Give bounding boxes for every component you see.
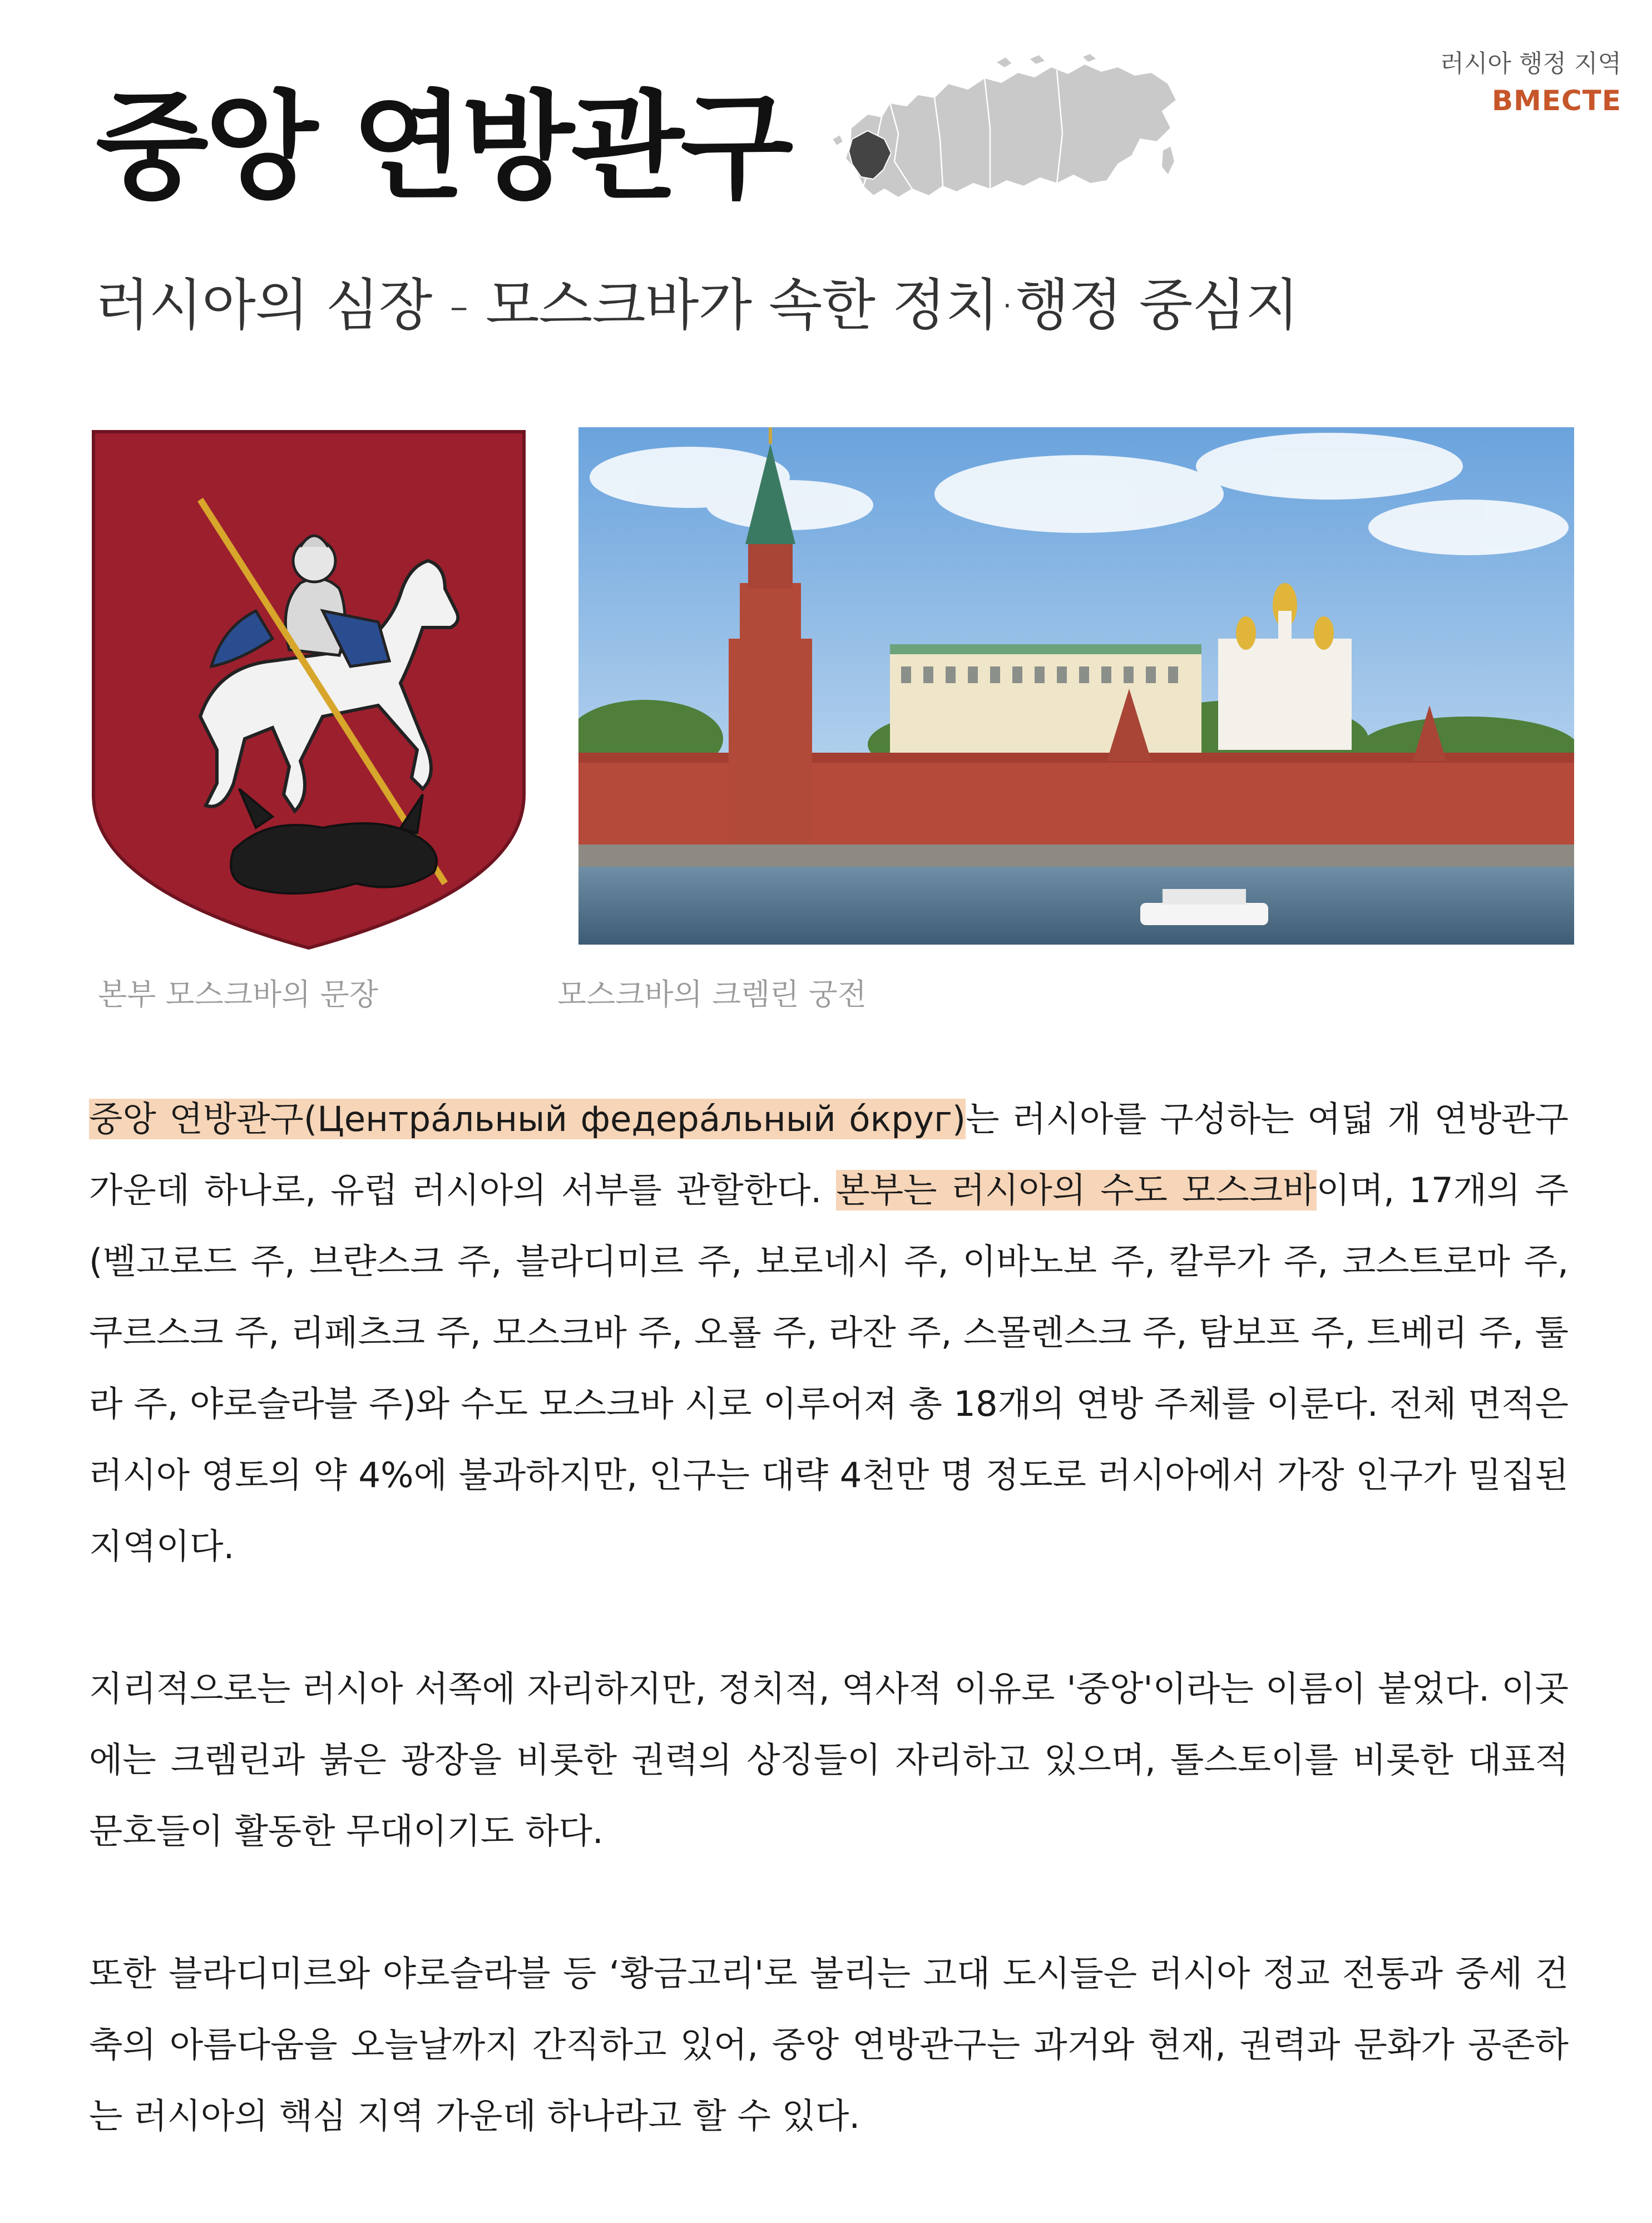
paragraph-3: 또한 블라디미르와 야로슬라블 등 ‘황금고리'로 불리는 고대 도시들은 러시아 정교 전통과 중세 건축의 아름다움을 오늘날까지 간직하고 있어, 중앙 연방관구는 과거와 현재, 권력과 문화가 공존하는 러시아의 핵심 지역 가운데 하나라고 할 수 있다. <box>89 1953 1569 2136</box>
russia-map-outline <box>832 53 1176 197</box>
page-subtitle: 러시아의 심장 - 모스크바가 속한 정치·행정 중심지 <box>96 273 1299 338</box>
paragraph-1-text-a: 는 러시아를 구성하는 여덟 개 연방관구 가운데 하나로, 유럽 러시아의 서부를 관할한다. <box>89 1099 1569 1211</box>
moscow-coat-of-arms-image <box>89 427 528 952</box>
kremlin-caption: 모스크바의 크렘린 궁전 <box>557 977 867 1012</box>
paragraph-2: 지리적으로는 러시아 서쪽에 자리하지만, 정치적, 역사적 이유로 '중앙'이라는 이름이 붙었다. 이곳에는 크렘린과 붉은 광장을 비롯한 권력의 상징들이 자리하고 있으며, 톨스토이를 비롯한 대표적 문호들이 활동한 무대이기도 하다. <box>89 1668 1569 1851</box>
series-topic-label: 러시아 행정 지역 <box>1440 50 1621 78</box>
crest-caption: 본부 모스크바의 문장 <box>98 977 378 1012</box>
kremlin-palace-image <box>578 427 1574 945</box>
russia-map-image <box>829 50 1185 245</box>
paragraph-1-text-b: 이며, 17개의 주(벨고로드 주, 브랸스크 주, 블라디미르 주, 보로네시 주, 이바노보 주, 칼루가 주, 코스트로마 주, 쿠르스크 주, 리페츠크 주, 모스크바 주, 오룔 주, 라잔 주, 스몰렌스크 주, 탐보프 주, 트베리 주, 툴라 주, 야로슬라블 주)와 수도 모스크바 시로 이루어져 총 18개의 연방 주체를 이룬다. 전체 면적은 러시아 영토의 약 4%에 불과하지만, 인구는 대략 4천만 명 정도로 러시아에서 가장 인구가 밀집된 지역이다. <box>89 1170 1569 1567</box>
highlight-headquarters: 본부는 러시아의 수도 모스크바 <box>836 1170 1317 1211</box>
highlight-district-name: 중앙 연방관구(Центра́льный федера́льный о́круг) <box>89 1099 966 1139</box>
page-title: 중앙 연방관구 <box>96 79 790 215</box>
article-body <box>89 1084 1569 2223</box>
paragraph-1 <box>89 1084 1569 1582</box>
brand-logo: BMECTE <box>1492 85 1621 117</box>
